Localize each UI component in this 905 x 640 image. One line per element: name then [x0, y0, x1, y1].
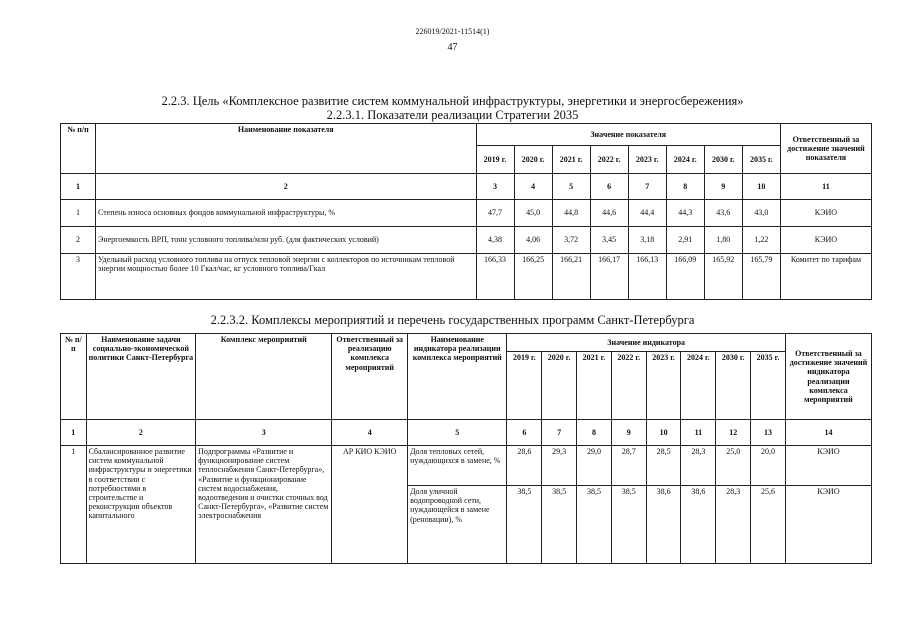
value-cell: 3,18	[628, 227, 666, 254]
value-cell: 38,5	[611, 486, 646, 564]
value-cell: 166,25	[514, 254, 552, 300]
col-task-header: Наименование задачи социально-экономической политики Санкт-Петербурга	[86, 334, 196, 420]
year-header: 2021 г.	[577, 352, 612, 420]
col-number: 6	[507, 420, 542, 446]
subsection-title-programs: 2.2.3.2. Комплексы мероприятий и перечень государственных программ Санкт-Петербурга	[210, 313, 695, 327]
page-number: 47	[447, 42, 458, 53]
document-id: 226019/2021-11514(1)	[415, 27, 490, 36]
value-cell: 166,17	[590, 254, 628, 300]
value-cell: 44,4	[628, 200, 666, 227]
value-cell: 38,5	[577, 486, 612, 564]
col-number: 14	[785, 420, 871, 446]
year-header: 2030 г.	[704, 146, 742, 174]
table-row	[61, 254, 872, 300]
col-number: 10	[742, 174, 780, 200]
section-title: 2.2.3. Цель «Комплексное развитие систем коммунальной инфраструктуры, энергетики и энергосбережения»	[161, 94, 744, 108]
value-cell: 28,3	[716, 486, 751, 564]
responsible-cell: КЭИО	[785, 486, 871, 564]
value-cell: 2,91	[666, 227, 704, 254]
col-number: 1	[61, 174, 96, 200]
value-cell: 45,0	[514, 200, 552, 227]
value-cell: 166,33	[476, 254, 514, 300]
responsible-cell: КЭИО	[780, 227, 871, 254]
indicator-name: Доля уличной водопроводной сети, нуждающейся в замене (реновации), %	[408, 486, 507, 564]
col-num-header: № п/п	[61, 124, 96, 174]
responsible-cell: КЭИО	[780, 200, 871, 227]
col-number: 8	[666, 174, 704, 200]
value-cell: 1,80	[704, 227, 742, 254]
col-value-header: Значение индикатора	[507, 334, 786, 352]
indicator-name: Энергоемкость ВРП, тонн условного топлива/млн руб. (для фактических условий)	[96, 227, 476, 254]
indicator-name: Удельный расход условного топлива на отпуск тепловой энергии с коллекторов по источникам тепловой энергии мощностью более 10 Гкал/час, кг условного топлива/Гкал	[96, 254, 476, 300]
value-cell: 44,8	[552, 200, 590, 227]
value-cell: 20,0	[751, 446, 786, 486]
value-cell: 25,6	[751, 486, 786, 564]
value-cell: 43,0	[742, 200, 780, 227]
value-cell: 166,09	[666, 254, 704, 300]
value-cell: 28,6	[507, 446, 542, 486]
row-num: 1	[61, 446, 87, 564]
col-number: 9	[704, 174, 742, 200]
value-cell: 165,92	[704, 254, 742, 300]
value-cell: 29,3	[542, 446, 577, 486]
column-numbers-row	[61, 174, 872, 200]
col-resp-impl-header: Ответственный за реализацию комплекса мероприятий	[332, 334, 408, 420]
column-numbers-row	[61, 420, 872, 446]
year-header: 2022 г.	[590, 146, 628, 174]
col-number: 3	[476, 174, 514, 200]
responsible-cell: КЭИО	[785, 446, 871, 486]
responsible-cell: Комитет по тарифам	[780, 254, 871, 300]
col-number: 11	[681, 420, 716, 446]
year-header: 2020 г.	[514, 146, 552, 174]
year-header: 2023 г.	[628, 146, 666, 174]
value-cell: 1,22	[742, 227, 780, 254]
col-number: 6	[590, 174, 628, 200]
row-num: 3	[61, 254, 96, 300]
col-num-header: № п/п	[61, 334, 87, 420]
table-row	[61, 200, 872, 227]
task-cell: Сбалансированное развитие систем коммунальной инфраструктуры и энергетики в соответствии с потребностями в строительстве и реконструкции объектов капитального	[86, 446, 196, 564]
col-number: 4	[514, 174, 552, 200]
year-header: 2023 г.	[646, 352, 681, 420]
complex-cell: Подпрограммы «Развитие и функционирование систем теплоснабжения Санкт-Петербурга», «Развитие и функционирование систем водоснабжения, водоотведения и очистки сточных вод Санкт-Петербурга», «Развитие систем электроснабжения	[196, 446, 332, 564]
value-cell: 29,0	[577, 446, 612, 486]
col-number: 5	[552, 174, 590, 200]
col-number: 13	[751, 420, 786, 446]
year-header: 2035 г.	[751, 352, 786, 420]
year-header: 2030 г.	[716, 352, 751, 420]
col-resp-header: Ответственный за достижение значений показателя	[780, 124, 871, 174]
value-cell: 28,5	[646, 446, 681, 486]
col-number: 7	[628, 174, 666, 200]
value-cell: 4,38	[476, 227, 514, 254]
value-cell: 43,6	[704, 200, 742, 227]
col-number: 12	[716, 420, 751, 446]
value-cell: 44,6	[590, 200, 628, 227]
col-value-header: Значение показателя	[476, 124, 780, 146]
programs-table	[60, 333, 872, 564]
indicator-name: Доля тепловых сетей, нуждающихся в замене, %	[408, 446, 507, 486]
col-number: 2	[96, 174, 476, 200]
value-cell: 38,5	[507, 486, 542, 564]
value-cell: 4,06	[514, 227, 552, 254]
col-number: 1	[61, 420, 87, 446]
col-number: 9	[611, 420, 646, 446]
value-cell: 165,79	[742, 254, 780, 300]
col-number: 11	[780, 174, 871, 200]
year-header: 2021 г.	[552, 146, 590, 174]
value-cell: 25,0	[716, 446, 751, 486]
col-number: 2	[86, 420, 196, 446]
subsection-title-indicators: 2.2.3.1. Показатели реализации Стратегии 2035	[326, 108, 579, 122]
value-cell: 166,13	[628, 254, 666, 300]
year-header: 2019 г.	[507, 352, 542, 420]
indicators-table	[60, 123, 872, 300]
table-row	[61, 227, 872, 254]
value-cell: 3,45	[590, 227, 628, 254]
year-header: 2019 г.	[476, 146, 514, 174]
col-number: 7	[542, 420, 577, 446]
col-resp-header: Ответственный за достижение значений индикатора реализации комплекса мероприятий	[785, 334, 871, 420]
value-cell: 28,7	[611, 446, 646, 486]
col-number: 8	[577, 420, 612, 446]
year-header: 2020 г.	[542, 352, 577, 420]
value-cell: 28,3	[681, 446, 716, 486]
value-cell: 44,3	[666, 200, 704, 227]
col-complex-header: Комплекс мероприятий	[196, 334, 332, 420]
col-number: 4	[332, 420, 408, 446]
col-number: 5	[408, 420, 507, 446]
col-indicator-header: Наименование индикатора реализации комплекса мероприятий	[408, 334, 507, 420]
year-header: 2022 г.	[611, 352, 646, 420]
row-num: 1	[61, 200, 96, 227]
year-header: 2024 г.	[666, 146, 704, 174]
year-header: 2024 г.	[681, 352, 716, 420]
indicator-name: Степень износа основных фондов коммунальной инфраструктуры, %	[96, 200, 476, 227]
value-cell: 166,21	[552, 254, 590, 300]
value-cell: 38,6	[646, 486, 681, 564]
table-row	[61, 446, 872, 486]
value-cell: 47,7	[476, 200, 514, 227]
value-cell: 38,5	[542, 486, 577, 564]
value-cell: 3,72	[552, 227, 590, 254]
year-header: 2035 г.	[742, 146, 780, 174]
col-number: 10	[646, 420, 681, 446]
col-name-header: Наименование показателя	[96, 124, 476, 174]
resp-impl-cell: АР КИО КЭИО	[332, 446, 408, 564]
value-cell: 38,6	[681, 486, 716, 564]
col-number: 3	[196, 420, 332, 446]
row-num: 2	[61, 227, 96, 254]
